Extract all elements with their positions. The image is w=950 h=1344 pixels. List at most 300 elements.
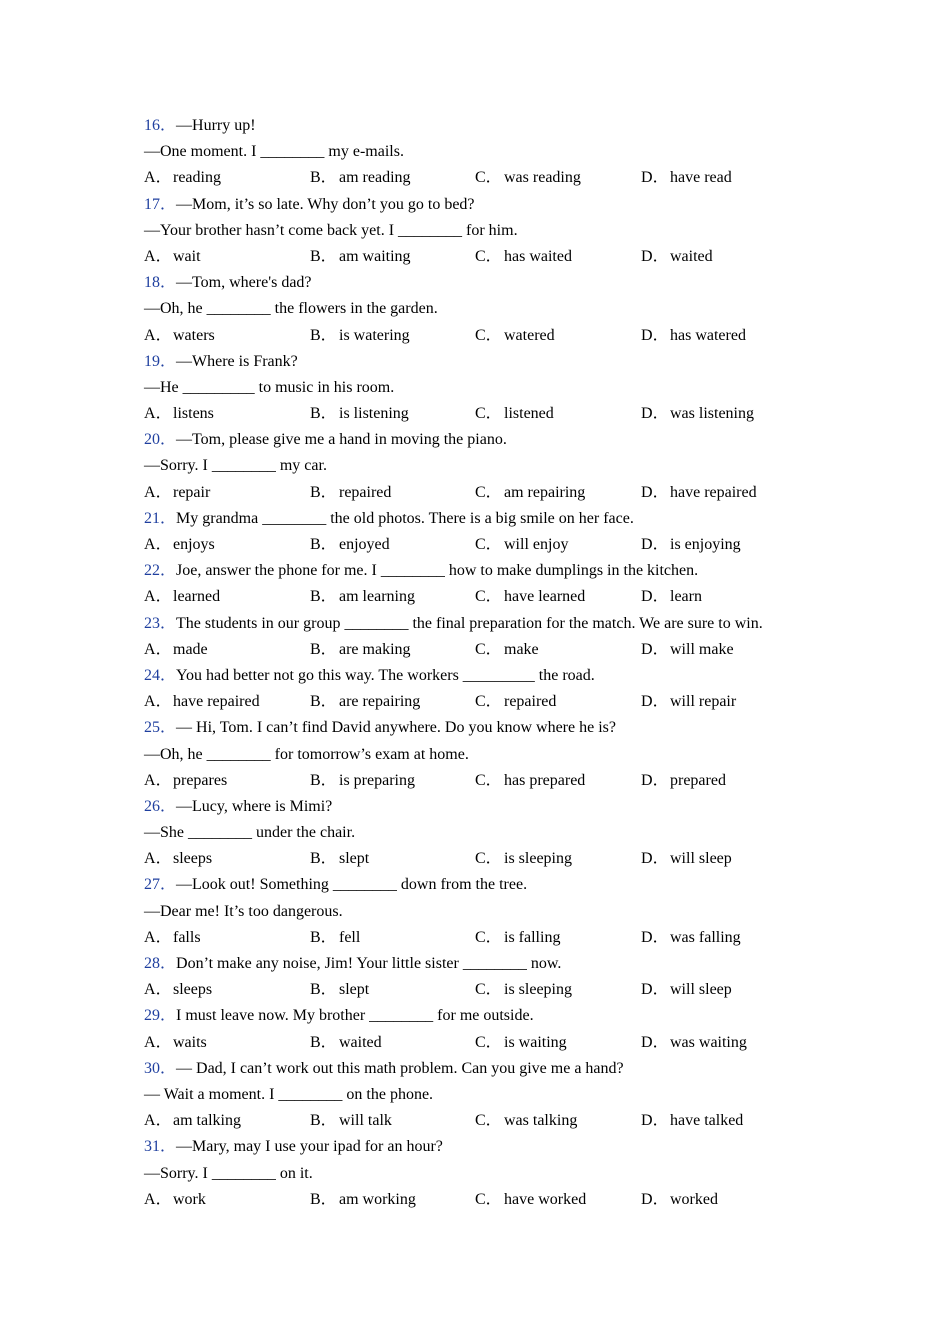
option-letter-separator: ．	[155, 850, 172, 868]
option-text: am reading	[339, 169, 411, 187]
question-stem	[144, 427, 844, 453]
option-letter-separator: ．	[320, 640, 337, 658]
question-number: 31	[144, 1138, 160, 1156]
option-text: have learned	[504, 588, 586, 606]
option-letter	[641, 1030, 670, 1056]
question-stem	[144, 794, 844, 820]
question-stem	[144, 1056, 844, 1082]
option-b[interactable]	[310, 165, 411, 191]
option-c[interactable]	[475, 584, 585, 610]
question-27	[144, 872, 844, 951]
option-letter-separator: ．	[320, 588, 337, 606]
option-d[interactable]	[641, 584, 702, 610]
option-text: slept	[339, 850, 370, 868]
question-17	[144, 192, 844, 271]
question-number-separator: ．	[160, 352, 177, 370]
question-text: — Wait a moment. I ________ on the phone.	[144, 1085, 434, 1103]
option-text: made	[173, 640, 208, 658]
option-c[interactable]	[475, 323, 555, 349]
option-d[interactable]	[641, 532, 741, 558]
option-c[interactable]	[475, 480, 585, 506]
option-b[interactable]	[310, 768, 415, 794]
option-letter-separator: ．	[155, 928, 172, 946]
option-letter-text: A	[144, 928, 156, 946]
option-letter-separator: ．	[485, 405, 502, 423]
option-letter-text: D	[641, 405, 653, 423]
option-letter-text: A	[144, 693, 156, 711]
option-b[interactable]	[310, 846, 369, 872]
question-text: — Dad, I can’t work out this math problem. Can you give me a hand?	[176, 1059, 624, 1077]
question-text: —Tom, please give me a hand in moving the piano.	[176, 431, 507, 449]
option-d[interactable]	[641, 768, 726, 794]
question-number-separator: ．	[160, 274, 177, 292]
question-29	[144, 1003, 844, 1055]
option-d[interactable]	[641, 1187, 718, 1213]
option-letter-text: B	[310, 326, 321, 344]
option-letter-text: B	[310, 928, 321, 946]
option-letter-text: C	[475, 981, 486, 999]
option-letter	[475, 1187, 504, 1213]
option-letter-separator: ．	[485, 640, 502, 658]
option-c[interactable]	[475, 244, 572, 270]
option-letter	[144, 637, 173, 663]
option-a[interactable]	[144, 768, 227, 794]
option-letter-text: C	[475, 588, 486, 606]
question-text: —One moment. I ________ my e-mails.	[144, 143, 404, 161]
option-letter	[641, 768, 670, 794]
question-number-separator: ．	[160, 1007, 177, 1025]
option-letter-separator: ．	[320, 981, 337, 999]
option-letter-separator: ．	[652, 247, 669, 265]
option-b[interactable]	[310, 689, 420, 715]
option-letter-separator: ．	[155, 1112, 172, 1130]
question-text: —Mom, it’s so late. Why don’t you go to bed?	[176, 195, 475, 213]
option-b[interactable]	[310, 977, 369, 1003]
option-b[interactable]	[310, 584, 415, 610]
option-letter-text: D	[641, 247, 653, 265]
option-text: am talking	[173, 1112, 241, 1130]
question-text: — Hi, Tom. I can’t find David anywhere. Do you know where he is?	[176, 719, 616, 737]
option-letter-text: B	[310, 850, 321, 868]
question-text: The students in our group ________ the final preparation for the match. We are sure to win.	[176, 614, 763, 632]
option-letter	[475, 323, 504, 349]
option-letter-text: B	[310, 247, 321, 265]
option-letter-text: A	[144, 247, 156, 265]
option-letter-text: D	[641, 1033, 653, 1051]
option-text: have talked	[670, 1112, 744, 1130]
question-26	[144, 794, 844, 873]
option-a[interactable]	[144, 480, 210, 506]
question-number-separator: ．	[160, 955, 177, 972]
option-c[interactable]	[475, 977, 572, 1003]
options-row	[144, 925, 844, 951]
option-c[interactable]	[475, 532, 568, 558]
option-letter-text: A	[144, 981, 156, 999]
option-letter	[310, 689, 339, 715]
option-letter-text: C	[475, 169, 486, 187]
option-text: am repairing	[504, 483, 586, 501]
option-letter-text: A	[144, 483, 156, 501]
option-letter	[475, 846, 504, 872]
options-row	[144, 532, 844, 558]
option-letter	[641, 846, 670, 872]
option-a[interactable]	[144, 323, 215, 349]
question-reply	[144, 742, 844, 768]
question-20	[144, 427, 844, 506]
option-a[interactable]	[144, 401, 214, 427]
option-text: waters	[173, 326, 215, 344]
option-letter	[310, 532, 339, 558]
option-letter	[641, 1108, 670, 1134]
option-b[interactable]	[310, 1030, 382, 1056]
option-letter-separator: ．	[155, 169, 172, 187]
question-stem	[144, 715, 844, 741]
option-letter-separator: ．	[320, 771, 337, 789]
option-c[interactable]	[475, 1030, 567, 1056]
option-letter-separator: ．	[485, 693, 502, 711]
question-24	[144, 663, 844, 715]
option-text: am working	[339, 1190, 416, 1208]
question-reply	[144, 296, 844, 322]
option-letter-separator: ．	[652, 169, 669, 187]
option-text: work	[173, 1190, 206, 1208]
option-b[interactable]	[310, 480, 391, 506]
question-reply	[144, 1161, 844, 1187]
options-row	[144, 768, 844, 794]
option-b[interactable]	[310, 244, 411, 270]
option-a[interactable]	[144, 977, 212, 1003]
question-reply	[144, 453, 844, 479]
option-d[interactable]	[641, 689, 736, 715]
question-stem	[144, 611, 844, 637]
option-a[interactable]	[144, 584, 220, 610]
option-a[interactable]	[144, 165, 221, 191]
option-letter-separator: ．	[652, 1033, 669, 1051]
option-letter-separator: ．	[155, 536, 172, 553]
question-stem	[144, 192, 844, 218]
option-letter-separator: ．	[652, 981, 669, 999]
option-letter-separator: ．	[485, 169, 502, 187]
question-number: 22	[144, 562, 160, 580]
option-letter-separator: ．	[485, 1033, 502, 1051]
option-a[interactable]	[144, 637, 208, 663]
option-a[interactable]	[144, 689, 260, 715]
option-letter-text: C	[475, 1112, 486, 1130]
question-18	[144, 270, 844, 349]
question-number-separator: ．	[160, 117, 177, 134]
question-text: —Lucy, where is Mimi?	[176, 797, 333, 815]
question-number: 20	[144, 431, 160, 449]
option-text: sleeps	[173, 850, 213, 868]
option-letter-separator: ．	[652, 850, 669, 868]
option-letter	[310, 846, 339, 872]
option-b[interactable]	[310, 637, 411, 663]
question-31	[144, 1134, 844, 1213]
option-letter-separator: ．	[155, 771, 172, 789]
question-stem	[144, 1134, 844, 1160]
question-stem	[144, 1003, 844, 1029]
option-d[interactable]	[641, 480, 757, 506]
option-text: was falling	[670, 928, 741, 946]
option-letter	[475, 1030, 504, 1056]
option-d[interactable]	[641, 401, 754, 427]
option-letter-text: C	[475, 326, 486, 344]
option-c[interactable]	[475, 1108, 577, 1134]
question-text: —Oh, he ________ the flowers in the garden.	[144, 300, 438, 318]
option-c[interactable]	[475, 165, 581, 191]
option-letter-text: B	[310, 405, 321, 423]
option-text: is waiting	[504, 1033, 567, 1051]
option-letter-separator: ．	[485, 850, 502, 868]
option-b[interactable]	[310, 1108, 392, 1134]
option-letter-text: D	[641, 1190, 653, 1208]
question-number: 25	[144, 719, 160, 737]
option-letter-separator: ．	[155, 981, 172, 999]
option-letter-text: D	[641, 981, 653, 999]
option-letter-separator: ．	[320, 169, 337, 187]
question-text: Joe, answer the phone for me. I ________ how to make dumplings in the kitchen.	[176, 562, 699, 580]
question-23	[144, 611, 844, 663]
option-d[interactable]	[641, 925, 741, 951]
option-a[interactable]	[144, 1108, 241, 1134]
option-letter-text: C	[475, 1190, 486, 1208]
option-letter-separator: ．	[652, 1190, 669, 1208]
options-row	[144, 637, 844, 663]
option-letter	[475, 689, 504, 715]
option-letter-text: A	[144, 405, 156, 423]
options-row	[144, 480, 844, 506]
option-letter	[475, 532, 504, 558]
option-letter-text: B	[310, 536, 321, 553]
option-a[interactable]	[144, 846, 212, 872]
option-text: watered	[504, 326, 555, 344]
option-text: has waited	[504, 247, 572, 265]
question-reply	[144, 218, 844, 244]
option-letter-separator: ．	[652, 405, 669, 423]
option-letter-text: C	[475, 405, 486, 423]
option-letter	[144, 401, 173, 427]
option-text: slept	[339, 981, 370, 999]
option-d[interactable]	[641, 637, 734, 663]
option-text: is enjoying	[670, 536, 741, 553]
option-b[interactable]	[310, 925, 360, 951]
option-letter-text: A	[144, 326, 156, 344]
option-letter-text: B	[310, 640, 321, 658]
option-c[interactable]	[475, 637, 539, 663]
question-22	[144, 558, 844, 610]
option-b[interactable]	[310, 323, 410, 349]
question-number-separator: ．	[160, 797, 177, 815]
option-a[interactable]	[144, 1187, 206, 1213]
option-letter	[641, 977, 670, 1003]
option-letter	[144, 689, 173, 715]
option-c[interactable]	[475, 689, 556, 715]
option-letter-separator: ．	[485, 1112, 502, 1130]
option-text: will make	[670, 640, 734, 658]
options-row	[144, 1030, 844, 1056]
option-letter-text: A	[144, 1190, 156, 1208]
option-text: is listening	[339, 405, 409, 423]
option-text: sleeps	[173, 981, 213, 999]
option-letter	[310, 1030, 339, 1056]
question-number: 24	[144, 666, 160, 684]
option-d[interactable]	[641, 846, 732, 872]
option-letter-separator: ．	[155, 1190, 172, 1208]
option-letter-separator: ．	[485, 981, 502, 999]
question-text: —Hurry up!	[176, 117, 256, 134]
question-reply	[144, 1082, 844, 1108]
option-text: make	[504, 640, 539, 658]
option-letter-text: C	[475, 1033, 486, 1051]
option-text: was waiting	[670, 1033, 747, 1051]
option-c[interactable]	[475, 846, 572, 872]
option-letter-separator: ．	[652, 693, 669, 711]
option-letter-text: D	[641, 169, 653, 187]
option-letter-separator: ．	[652, 640, 669, 658]
option-letter-separator: ．	[652, 1112, 669, 1130]
option-letter	[310, 1108, 339, 1134]
option-letter	[144, 532, 173, 558]
option-text: will sleep	[670, 981, 732, 999]
option-letter	[641, 532, 670, 558]
question-number-separator: ．	[160, 562, 177, 580]
question-text: —Tom, where's dad?	[176, 274, 312, 292]
option-letter	[475, 165, 504, 191]
option-d[interactable]	[641, 1030, 747, 1056]
options-row	[144, 846, 844, 872]
question-text: Don’t make any noise, Jim! Your little sister ________ now.	[176, 955, 562, 972]
option-c[interactable]	[475, 1187, 586, 1213]
option-letter	[475, 768, 504, 794]
option-letter-text: D	[641, 928, 653, 946]
question-reply	[144, 139, 844, 165]
option-c[interactable]	[475, 768, 585, 794]
question-19	[144, 349, 844, 428]
option-letter	[641, 584, 670, 610]
option-letter	[475, 925, 504, 951]
option-letter-text: D	[641, 693, 653, 711]
option-letter-separator: ．	[155, 405, 172, 423]
option-letter-text: B	[310, 483, 321, 501]
question-number: 23	[144, 614, 160, 632]
option-letter	[310, 637, 339, 663]
option-text: waited	[339, 1033, 382, 1051]
options-row	[144, 584, 844, 610]
question-30	[144, 1056, 844, 1135]
option-letter-separator: ．	[485, 247, 502, 265]
question-number-separator: ．	[160, 1138, 177, 1156]
question-number-separator: ．	[160, 1059, 177, 1077]
option-letter-text: D	[641, 588, 653, 606]
option-letter-separator: ．	[485, 588, 502, 606]
question-text: —She ________ under the chair.	[144, 824, 356, 842]
question-number: 21	[144, 509, 160, 527]
question-text: —Oh, he ________ for tomorrow’s exam at home.	[144, 745, 469, 763]
question-text: —Dear me! It’s too dangerous.	[144, 902, 343, 920]
option-text: repaired	[504, 693, 557, 711]
option-letter-text: D	[641, 1112, 653, 1130]
option-d[interactable]	[641, 165, 732, 191]
option-letter-text: B	[310, 169, 321, 187]
question-reply	[144, 820, 844, 846]
options-row	[144, 244, 844, 270]
option-a[interactable]	[144, 925, 201, 951]
option-text: is watering	[339, 326, 410, 344]
option-letter-text: D	[641, 326, 653, 344]
option-letter	[144, 1030, 173, 1056]
option-text: have worked	[504, 1190, 587, 1208]
question-stem	[144, 951, 844, 977]
option-letter-separator: ．	[320, 693, 337, 711]
question-stem	[144, 506, 844, 532]
option-text: have repaired	[670, 483, 757, 501]
question-number: 26	[144, 797, 160, 815]
question-text: —He _________ to music in his room.	[144, 378, 395, 396]
option-text: has prepared	[504, 771, 586, 789]
option-letter-separator: ．	[155, 640, 172, 658]
option-letter-separator: ．	[155, 247, 172, 265]
option-text: wait	[173, 247, 201, 265]
option-letter	[310, 768, 339, 794]
option-letter-text: C	[475, 928, 486, 946]
option-letter	[310, 480, 339, 506]
option-text: will sleep	[670, 850, 732, 868]
option-d[interactable]	[641, 977, 732, 1003]
option-a[interactable]	[144, 1030, 207, 1056]
option-b[interactable]	[310, 1187, 416, 1213]
option-letter	[144, 977, 173, 1003]
option-letter-separator: ．	[485, 928, 502, 946]
option-letter	[144, 1187, 173, 1213]
option-a[interactable]	[144, 244, 201, 270]
option-a[interactable]	[144, 532, 215, 558]
option-letter-separator: ．	[485, 1190, 502, 1208]
option-letter-text: B	[310, 588, 321, 606]
option-letter-text: A	[144, 771, 156, 789]
question-number-separator: ．	[160, 719, 177, 737]
option-letter-separator: ．	[652, 483, 669, 501]
question-stem	[144, 270, 844, 296]
option-letter	[475, 401, 504, 427]
question-text: You had better not go this way. The workers _________ the road.	[176, 666, 595, 684]
option-letter-text: B	[310, 1190, 321, 1208]
option-text: are repairing	[339, 693, 421, 711]
option-text: listens	[173, 405, 214, 423]
option-d[interactable]	[641, 244, 713, 270]
question-text: My grandma ________ the old photos. There is a big smile on her face.	[176, 509, 634, 527]
question-number: 30	[144, 1059, 160, 1077]
option-text: was listening	[670, 405, 754, 423]
option-b[interactable]	[310, 532, 390, 558]
option-letter	[144, 846, 173, 872]
option-letter-separator: ．	[652, 771, 669, 789]
option-letter	[144, 480, 173, 506]
option-d[interactable]	[641, 323, 746, 349]
option-text: will enjoy	[504, 536, 569, 553]
option-c[interactable]	[475, 401, 554, 427]
question-number: 19	[144, 352, 160, 370]
option-text: am waiting	[339, 247, 411, 265]
option-letter-text: C	[475, 536, 486, 553]
option-c[interactable]	[475, 925, 560, 951]
option-letter-text: A	[144, 169, 156, 187]
option-letter	[144, 925, 173, 951]
option-d[interactable]	[641, 1108, 743, 1134]
option-text: prepared	[670, 771, 726, 789]
option-letter-text: D	[641, 850, 653, 868]
question-number: 17	[144, 195, 160, 213]
option-b[interactable]	[310, 401, 409, 427]
